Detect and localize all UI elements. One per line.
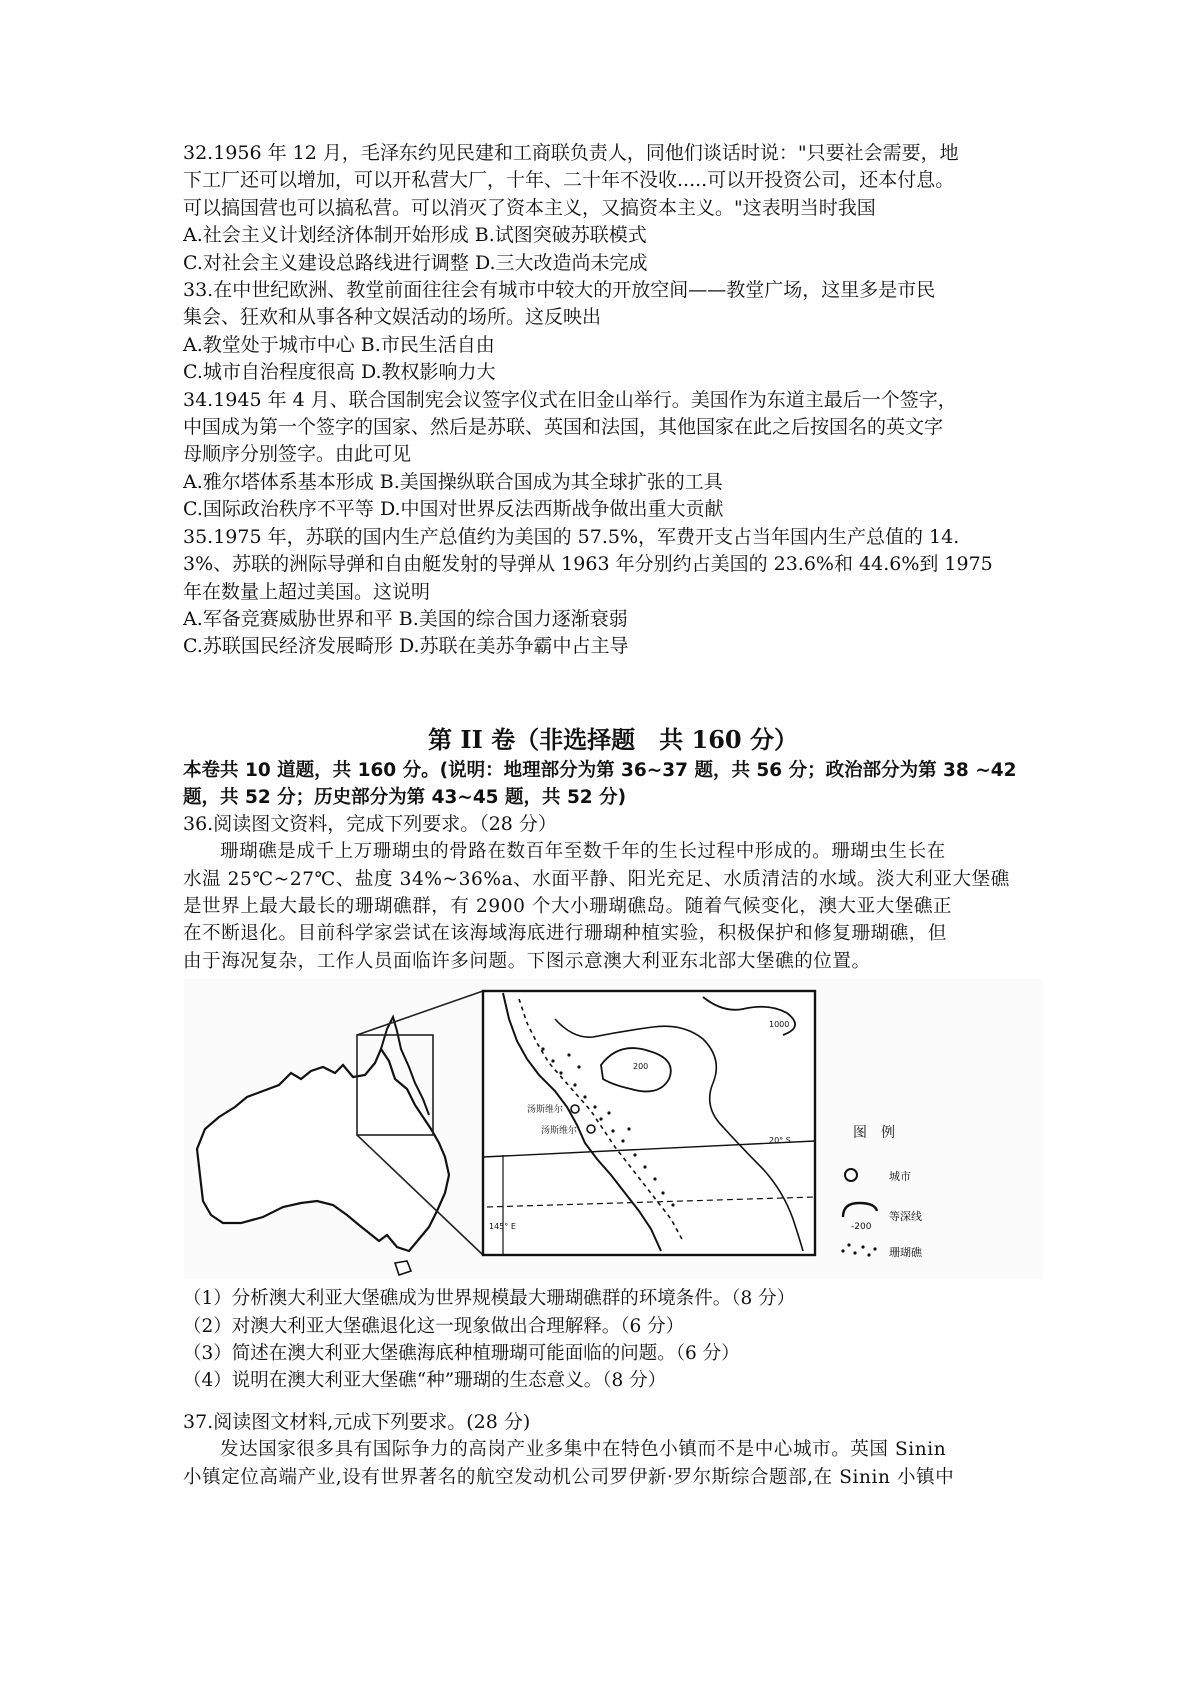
q35-stem-line: 35.1975 年，苏联的国内生产总值约为美国的 57.5%，军费开支占当年国内生产总值的 14. [183,525,960,548]
q32-option: A.社会主义计划经济体制开始形成 B.试图突破苏联模式 [183,224,647,247]
q33-stem-line: 集会、狂欢和从事各种文娱活动的场所。这反映出 [183,306,602,329]
q32-stem-line: 可以搞国营也可以搞私营。可以消灭了资本主义，又搞资本主义。"这表明当时我国 [183,196,876,219]
q36-paragraph-line: 珊瑚礁是成千上万珊瑚虫的骨路在数百年至数千年的生长过程中形成的。珊瑚虫生长在 [220,841,946,863]
q36-paragraph-line: 由于海况复杂，工作人员面临许多问题。下图示意澳大利亚东北部大堡礁的位置。 [183,950,871,972]
exam-page [183,140,1043,1491]
q37-heading: 37.阅读图文材料,元成下列要求。(28 分) [183,1410,531,1433]
zoom-frame [483,991,815,1255]
question-34 [183,387,1043,524]
q32-stem-line: 32.1956 年 12 月，毛泽东约见民建和工商联负责人，同他们谈话时说："只要社会需要，地 [183,142,959,164]
section-2-title: 第 II 卷（非选择题 共 160 分） [428,724,798,754]
contour-label-200: 200 [633,1062,649,1072]
q34-option: C.国际政治秩序不平等 D.中国对世界反法西斯战争做出重大贡献 [183,498,724,521]
q32-stem-line: 下工厂还可以增加，可以开私营大厂，十年、二十年不没收.....可以开投资公司，还本付息。 [183,169,955,192]
q36-sub-question: （2）对澳大利亚大堡礁退化这一现象做出合理解释。（6 分） [183,1315,685,1337]
q35-option: A.军备竞赛威胁世界和平 B.美国的综合国力逐渐衰弱 [183,607,628,630]
q35-option: C.苏联国民经济发展畸形 D.苏联在美苏争霸中占主导 [183,635,629,658]
question-37 [183,1409,1043,1491]
city-marker [587,1125,595,1133]
q34-stem-line: 34.1945 年 4 月、联合国制宪会议签字仪式在旧金山举行。美国作为东道主最后一个签字， [183,388,957,411]
q35-stem-line: 年在数量上超过美国。这说明 [183,580,431,603]
legend-reef-label: 珊瑚礁 [889,1246,922,1260]
section-2-note: 题，共 52 分；历史部分为第 43~45 题，共 52 分) [183,786,627,808]
question-33 [183,277,1043,387]
legend-city-label: 城市 [889,1170,911,1184]
q36-sub-question: （1）分析澳大利亚大堡礁成为世界规模最大珊瑚礁群的环境条件。（8 分） [183,1288,796,1310]
q34-option: A.雅尔塔体系基本形成 B.美国操纵联合国成为其全球扩张的工具 [183,470,723,493]
q36-paragraph-line: 在不断退化。目前科学家尝试在该海域海底进行珊瑚种植实验，积极保护和修复珊瑚礁，但 [183,923,948,945]
q33-option: C.城市自治程度很高 D.教权影响力大 [183,361,496,384]
q36-sub-question: （3）简述在澳大利亚大堡礁海底种植珊瑚可能面临的问题。（6 分） [183,1342,740,1364]
question-35 [183,524,1043,661]
q34-stem-line: 中国成为第一个签字的国家、然后是苏联、英国和法国，其他国家在此之后按国名的英文字 [183,416,944,439]
q35-stem-line: 3%、苏联的洲际导弹和自由艇发射的导弹从 1963 年分别约占美国的 23.6%和 44.6%到 1975 [183,553,993,576]
q37-paragraph-line: 发达国家很多具有国际争力的高岗产业多集中在特色小镇而不是中心城市。英国 Sinin [220,1439,947,1461]
longitude-label: 145° E [489,1222,516,1232]
q32-option: C.对社会主义建设总路线进行调整 D.三大改造尚未完成 [183,251,648,274]
city-label: 汤斯维尔 [541,1126,578,1137]
q34-stem-line: 母顺序分别签字。由此可见 [183,443,412,466]
legend-contour-value: -200 [851,1222,872,1233]
legend-city-icon [845,1169,857,1181]
q36-sub-question: （4）说明在澳大利亚大堡礁“种”珊瑚的生态意义。（8 分） [183,1370,667,1392]
legend-contour-label: 等深线 [889,1210,922,1224]
latitude-label: 20° S [769,1136,791,1146]
city-marker [571,1105,579,1113]
section-2-note: 本卷共 10 道题，共 160 分。(说明：地理部分为第 36~37 题，共 56 分；政治部分为第 38 ~42 [183,759,1017,781]
great-barrier-reef-map [183,979,1043,1279]
map-figure [183,979,1043,1279]
legend-title: 图 例 [853,1125,895,1142]
question-36 [183,811,1043,1395]
q33-option: A.教堂处于城市中心 B.市民生活自由 [183,333,495,356]
question-gap [183,1395,1043,1409]
contour-label-1000: 1000 [769,1020,790,1030]
question-32 [183,140,1043,277]
q36-paragraph-line: 是世界上最大最长的珊瑚礁群，有 2900 个大小珊瑚礁岛。随着气候变化，澳大亚大堡礁正 [183,895,953,917]
q33-stem-line: 33.在中世纪欧洲、教堂前面往往会有城市中较大的开放空间——教堂广场，这里多是市民 [183,279,936,302]
q36-heading: 36.阅读图文资料，完成下列要求。（28 分） [183,812,557,835]
q36-paragraph-line: 水温 25℃~27℃、盐度 34%~36%a、水面平静、阳光充足、水质清洁的水域。淡大利亚大堡礁 [183,868,1010,890]
q37-paragraph-line: 小镇定位高端产业,设有世界著名的航空发动机公司罗伊新·罗尔斯综合题部,在 Sinin 小镇中 [183,1466,955,1488]
city-label: 汤斯维尔 [527,1105,564,1116]
section-spacer [183,661,1043,723]
